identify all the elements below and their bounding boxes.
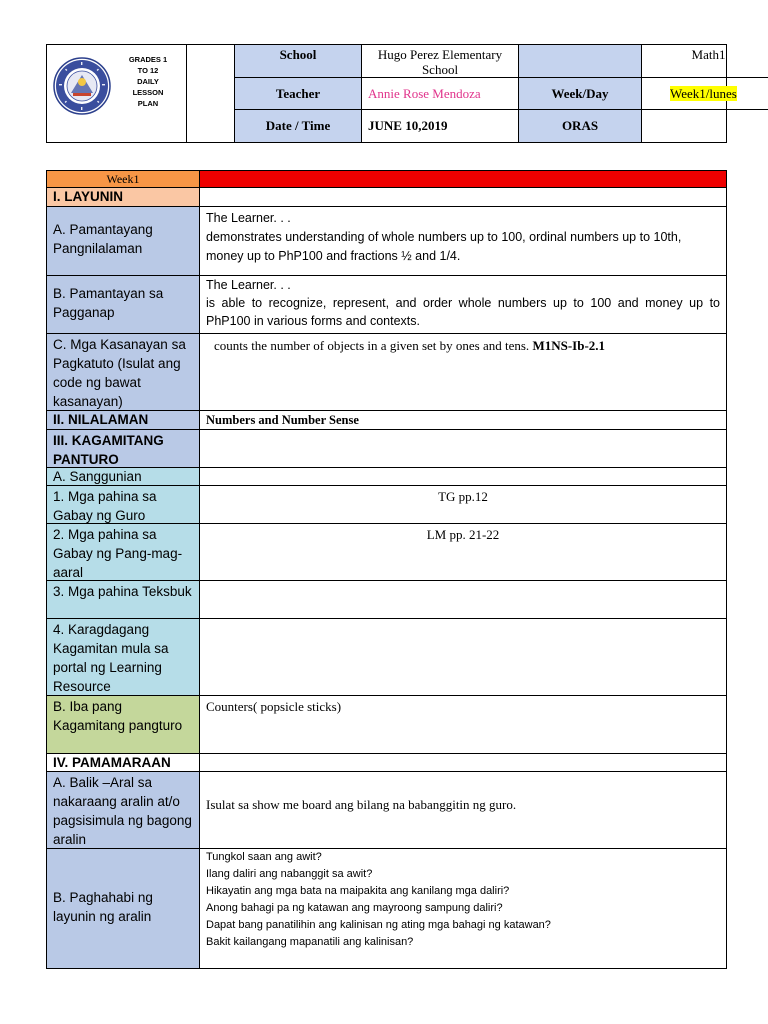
kasanayan-value xyxy=(200,334,726,411)
paghahabi-line: Bakit kailangang mapanatili ang kalinisan? xyxy=(206,936,414,948)
portal-label: 4. Karagdagang Kagamitan mula sa portal ng Learning Resource xyxy=(47,619,200,696)
kagamitan-value xyxy=(200,430,726,468)
paghahabi-line: Hikayatin ang mga bata na maipakita ang kanilang mga daliri? xyxy=(206,885,510,897)
paghahabi-label: B. Paghahabi ng layunin ng aralin xyxy=(47,849,200,968)
pagganap-label: B. Pamantayan sa Pagganap xyxy=(47,276,200,334)
school-label: School xyxy=(234,45,361,78)
paghahabi-line: Dapat bang panatilihin ang kalinisan ng ating mga bahagi ng katawan? xyxy=(206,919,551,931)
paghahabi-line: Tungkol saan ang awit? xyxy=(206,851,322,863)
paghahabi-line: Anong bahagi pa ng katawan ang mayroong sampung daliri? xyxy=(206,902,503,914)
paghahabi-value xyxy=(200,849,726,968)
nilalaman-value: Numbers and Number Sense xyxy=(200,411,726,430)
pagganap-value xyxy=(200,276,726,334)
subject-value: Math1 xyxy=(641,45,768,78)
datetime-label: Date / Time xyxy=(234,110,361,142)
pamantayang-value xyxy=(200,207,726,276)
grades-label: GRADES 1 TO 12 DAILY LESSON PLAN xyxy=(128,55,168,108)
datetime-value: JUNE 10,2019 xyxy=(361,110,518,142)
oras-value xyxy=(641,110,768,142)
pamamaraan-label: IV. PAMAMARAAN xyxy=(47,754,200,772)
layunin-label: I. LAYUNIN xyxy=(47,188,200,207)
teacher-label: Teacher xyxy=(234,78,361,110)
teksbuk-value xyxy=(200,581,726,619)
kasanayan-text: counts the number of objects in a given set by ones and tens. xyxy=(214,338,530,353)
kasanayan-label: C. Mga Kasanayan sa Pagkatuto (Isulat ang code ng bawat kasanayan) xyxy=(47,334,200,411)
iba-value: Counters( popsicle sticks) xyxy=(200,696,726,754)
kasanayan-code: M1NS-Ib-2.1 xyxy=(532,338,606,353)
gabay-guro-label: 1. Mga pahina sa Gabay ng Guro xyxy=(47,486,200,524)
layunin-value xyxy=(200,188,726,207)
header-table xyxy=(46,44,737,143)
pamantayang-line-1: The Learner. . . xyxy=(206,211,291,225)
gabay-mag-label: 2. Mga pahina sa Gabay ng Pang-mag-aaral xyxy=(47,524,200,581)
teksbuk-label: 3. Mga pahina Teksbuk xyxy=(47,581,200,619)
sanggunian-label: A. Sanggunian xyxy=(47,468,200,486)
pagganap-line-1: The Learner. . . xyxy=(206,278,291,292)
blank-header-cell xyxy=(518,45,641,78)
weekday-value: Week1/lunes xyxy=(670,86,737,101)
header-grid xyxy=(234,45,737,142)
pamantayang-label: A. Pamantayang Pangnilalaman xyxy=(47,207,200,276)
balik-value: Isulat sa show me board ang bilang na babanggitin ng guro. xyxy=(200,772,726,849)
gabay-guro-value: TG pp.12 xyxy=(200,486,726,524)
week-bar xyxy=(200,171,726,188)
pagganap-line-2: is able to recognize, represent, and order whole numbers up to 100 and money up to PhP100 in various forms and contexts. xyxy=(206,296,720,328)
teacher-value: Annie Rose Mendoza xyxy=(368,86,481,101)
week-label: Week1 xyxy=(47,171,200,188)
paghahabi-line: Ilang daliri ang nabanggit sa awit? xyxy=(206,868,373,880)
deped-seal-icon xyxy=(53,57,111,115)
nilalaman-label: II. NILALAMAN xyxy=(47,411,200,430)
school-value: Hugo Perez Elementary School xyxy=(361,45,518,78)
pamamaraan-value xyxy=(200,754,726,772)
portal-value xyxy=(200,619,726,696)
pamantayang-line-2: demonstrates understanding of whole numbers up to 100, ordinal numbers up to 10th, money up to PhP100 and fractions ½ and 1/4. xyxy=(206,230,682,263)
logo-cell xyxy=(47,45,187,142)
gabay-mag-value: LM pp. 21-22 xyxy=(200,524,726,581)
balik-label: A. Balik –Aral sa nakaraang aralin at/o pagsisimula ng bagong aralin xyxy=(47,772,200,849)
teacher-cell xyxy=(361,78,518,110)
oras-label: ORAS xyxy=(518,110,641,142)
kagamitan-label: III. KAGAMITANG PANTURO xyxy=(47,430,200,468)
lesson-table xyxy=(46,170,727,969)
weekday-cell xyxy=(641,78,768,110)
sanggunian-value xyxy=(200,468,726,486)
iba-label: B. Iba pang Kagamitang pangturo xyxy=(47,696,200,754)
weekday-label: Week/Day xyxy=(518,78,641,110)
